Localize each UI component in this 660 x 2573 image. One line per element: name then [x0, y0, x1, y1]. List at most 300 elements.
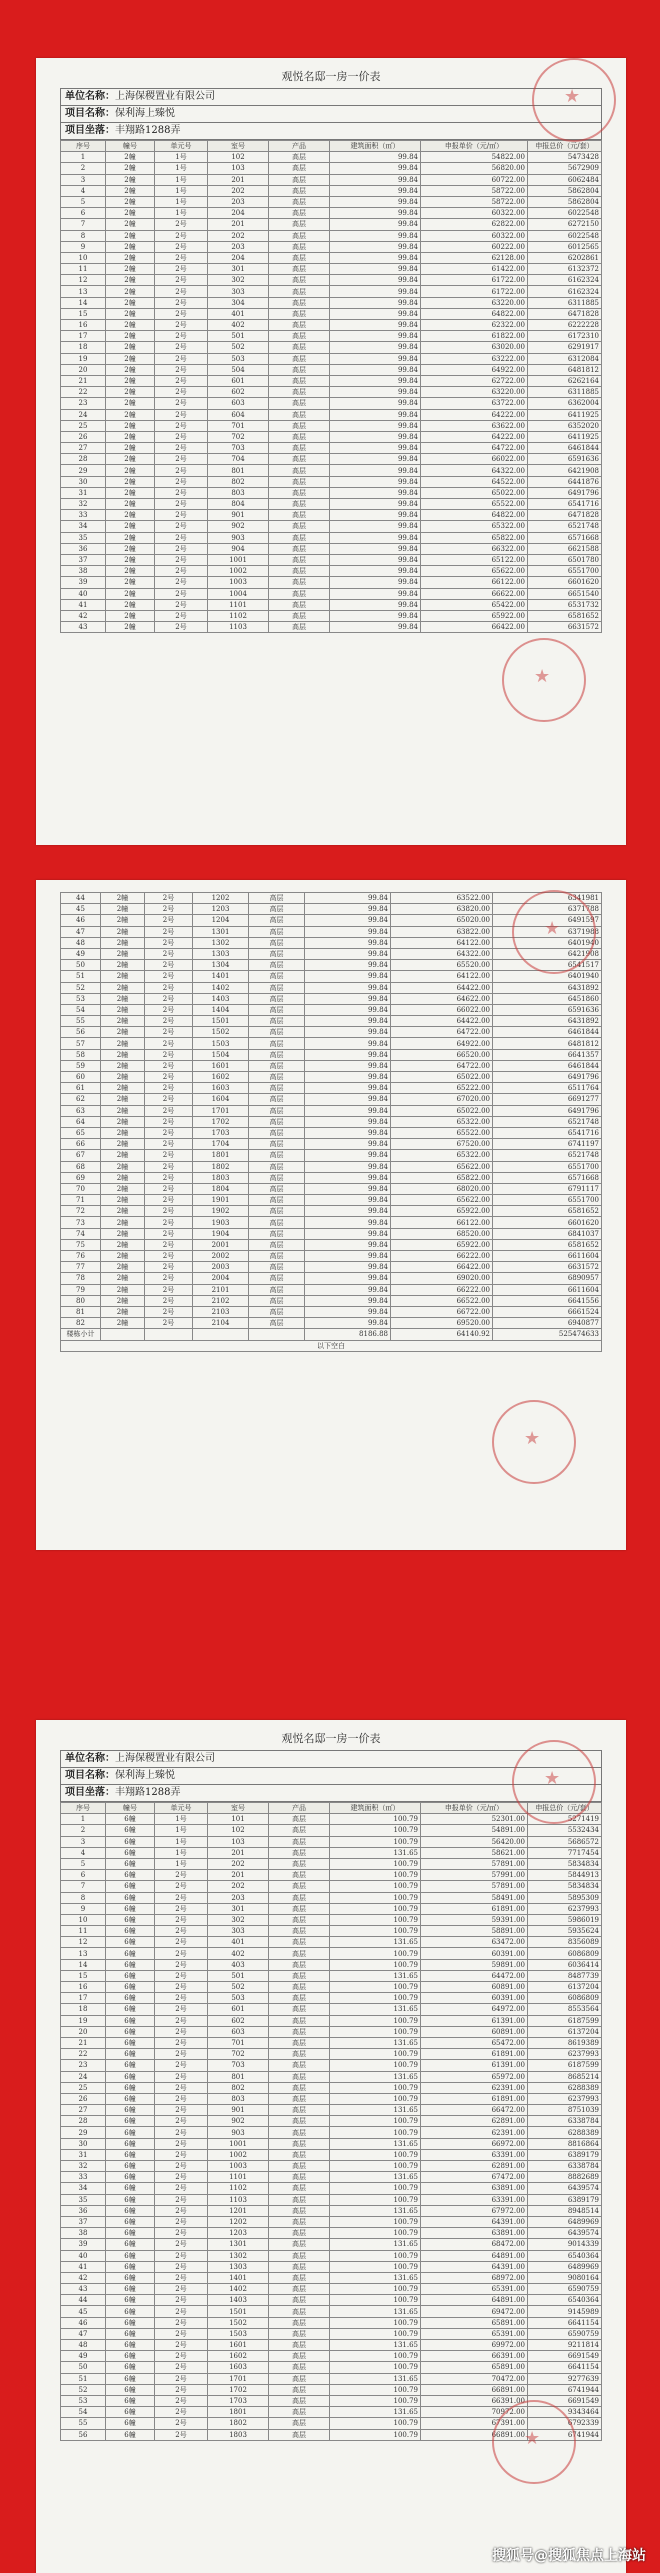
table-cell: 高层: [269, 2049, 330, 2060]
table-cell: 61422.00: [421, 264, 528, 275]
table-cell: 1101: [208, 2172, 269, 2183]
table-cell: 1302: [208, 2250, 269, 2261]
table-cell: 23: [61, 398, 106, 409]
table-cell: 60322.00: [421, 208, 528, 219]
table-cell: 高层: [269, 2384, 330, 2395]
table-cell: 高层: [269, 532, 330, 543]
table-cell: 301: [208, 1903, 269, 1914]
table-cell: 6581652: [528, 610, 602, 621]
table-cell: 高层: [249, 1139, 305, 1150]
table-cell: 高层: [269, 2395, 330, 2406]
table-cell: 6幢: [106, 1959, 155, 1970]
table-cell: 6幢: [106, 1970, 155, 1981]
table-cell: 8882689: [528, 2172, 602, 2183]
table-cell: 高层: [249, 1038, 305, 1049]
table-cell: 2号: [155, 2216, 208, 2227]
table-cell: 2号: [145, 915, 193, 926]
table-cell: 高层: [269, 2418, 330, 2429]
table-row: [61, 2060, 602, 2071]
table-cell: 4: [61, 185, 106, 196]
table-cell: 100.79: [330, 1926, 421, 1937]
table-cell: 60891.00: [421, 1982, 528, 1993]
table-cell: 2号: [155, 1881, 208, 1892]
table-cell: 高层: [269, 2194, 330, 2205]
table-cell: 高层: [269, 185, 330, 196]
table-cell: 32: [61, 499, 106, 510]
table-cell: 高层: [269, 1881, 330, 1892]
table-cell: 65622.00: [421, 566, 528, 577]
table-cell: 30: [61, 2138, 106, 2149]
table-cell: 1001: [208, 2138, 269, 2149]
table-cell: 67020.00: [391, 1094, 493, 1105]
table-cell: 2号: [145, 1116, 193, 1127]
table-cell: 69972.00: [421, 2340, 528, 2351]
table-cell: 2幢: [106, 342, 155, 353]
table-cell: 6540364: [528, 2250, 602, 2261]
table-row: [61, 163, 602, 174]
table-cell: 64122.00: [391, 937, 493, 948]
table-cell: 1702: [208, 2384, 269, 2395]
table-cell: 100.79: [330, 2149, 421, 2160]
table-cell: 6幢: [106, 2395, 155, 2406]
table-cell: 402: [208, 320, 269, 331]
table-cell: 6172310: [528, 331, 602, 342]
table-cell: 131.65: [330, 2272, 421, 2283]
table-cell: 66: [61, 1139, 101, 1150]
table-cell: 2号: [145, 1295, 193, 1306]
table-cell: 6幢: [106, 2004, 155, 2015]
company-value: 上海保稷置业有限公司: [115, 1753, 215, 1764]
table-cell: 99.84: [305, 1094, 391, 1105]
table-cell: 高层: [269, 2306, 330, 2317]
document-title: 观悦名邸一房一价表: [281, 70, 381, 83]
table-cell: 78: [61, 1273, 101, 1284]
table-cell: 高层: [269, 476, 330, 487]
table-cell: 35: [61, 2194, 106, 2205]
table-cell: 6481812: [528, 364, 602, 375]
table-row: [61, 1937, 602, 1948]
table-cell: 6439574: [528, 2228, 602, 2239]
table-cell: 99.84: [330, 208, 421, 219]
table-cell: 高层: [269, 2015, 330, 2026]
table-cell: 801: [208, 465, 269, 476]
table-cell: 2号: [155, 2082, 208, 2093]
table-cell: 67972.00: [421, 2205, 528, 2216]
table-cell: 40: [61, 588, 106, 599]
table-cell: 76: [61, 1251, 101, 1262]
table-cell: 5834834: [528, 1858, 602, 1869]
table-cell: 2号: [145, 1284, 193, 1295]
table-cell: 65922.00: [421, 610, 528, 621]
table-row: [61, 1195, 602, 1206]
table-cell: 2幢: [101, 1195, 145, 1206]
table-cell: 高层: [269, 1959, 330, 1970]
table-cell: 2号: [155, 264, 208, 275]
table-cell: 57991.00: [421, 1870, 528, 1881]
table-cell: 19: [61, 353, 106, 364]
table-cell: 高层: [269, 353, 330, 364]
table-cell: 2号: [155, 1914, 208, 1925]
table-cell: 62891.00: [421, 2116, 528, 2127]
table-cell: 1402: [208, 2284, 269, 2295]
table-row: [61, 1239, 602, 1250]
table-cell: 1803: [208, 2429, 269, 2440]
table-cell: 100.79: [330, 1959, 421, 1970]
table-cell: 99.84: [305, 1016, 391, 1027]
table-cell: 2幢: [101, 1318, 145, 1329]
table-cell: 6幢: [106, 1937, 155, 1948]
table-row: [61, 2284, 602, 2295]
table-cell: 高层: [269, 1870, 330, 1881]
table-cell: 高层: [269, 2239, 330, 2250]
table-cell: 6431892: [493, 1016, 602, 1027]
table-cell: 100.79: [330, 2261, 421, 2272]
table-cell: 2幢: [101, 993, 145, 1004]
table-cell: 303: [208, 1926, 269, 1937]
table-cell: 62391.00: [421, 2127, 528, 2138]
table-cell: 6491796: [493, 1072, 602, 1083]
table-cell: 65122.00: [421, 554, 528, 565]
table-cell: 100.79: [330, 2362, 421, 2373]
table-cell: 99.84: [330, 331, 421, 342]
table-cell: 1号: [155, 185, 208, 196]
table-cell: 2号: [155, 320, 208, 331]
table-cell: 31: [61, 487, 106, 498]
table-cell: 6012565: [528, 241, 602, 252]
table-cell: 2幢: [101, 960, 145, 971]
table-cell: 2号: [155, 2183, 208, 2194]
table-row: [61, 2384, 602, 2395]
table-cell: 2幢: [106, 554, 155, 565]
table-cell: 1号: [155, 1836, 208, 1847]
table-cell: 29: [61, 2127, 106, 2138]
table-cell: 2幢: [106, 230, 155, 241]
table-row: [61, 465, 602, 476]
table-cell: 6022548: [528, 230, 602, 241]
table-cell: 24: [61, 2071, 106, 2082]
table-cell: 6571668: [528, 532, 602, 543]
table-cell: 54: [61, 2407, 106, 2418]
table-cell: 高层: [249, 993, 305, 1004]
table-cell: 2号: [145, 1161, 193, 1172]
table-cell: 802: [208, 476, 269, 487]
table-cell: 2号: [155, 2261, 208, 2272]
table-cell: 高层: [269, 375, 330, 386]
table-cell: 2号: [155, 230, 208, 241]
table-cell: 37: [61, 554, 106, 565]
table-cell: 2号: [155, 2127, 208, 2138]
table-cell: 103: [208, 163, 269, 174]
table-cell: 2号: [155, 1959, 208, 1970]
table-cell: 高层: [249, 1127, 305, 1138]
table-cell: 56: [61, 1027, 101, 1038]
table-cell: 6幢: [106, 1836, 155, 1847]
table-cell: 801: [208, 2071, 269, 2082]
table-cell: 2号: [155, 420, 208, 431]
table-cell: 6631572: [493, 1262, 602, 1273]
table-cell: 5895309: [528, 1892, 602, 1903]
table-row: [61, 1903, 602, 1914]
seal-stamp: [512, 890, 596, 974]
table-cell: 100.79: [330, 2015, 421, 2026]
table-cell: 131.65: [330, 2340, 421, 2351]
table-row: [61, 331, 602, 342]
table-cell: 6890957: [493, 1273, 602, 1284]
table-cell: 74: [61, 1228, 101, 1239]
header-cell: 申报单价（元/㎡）: [421, 141, 528, 152]
table-cell: 64822.00: [421, 308, 528, 319]
table-cell: 高层: [249, 982, 305, 993]
table-cell: 701: [208, 420, 269, 431]
table-cell: 14: [61, 1959, 106, 1970]
table-cell: 8685214: [528, 2071, 602, 2082]
table-cell: 6幢: [106, 2060, 155, 2071]
table-cell: 62891.00: [421, 2161, 528, 2172]
table-cell: 2号: [145, 1318, 193, 1329]
table-cell: 54822.00: [421, 152, 528, 163]
table-cell: 6741197: [493, 1139, 602, 1150]
table-cell: 1002: [208, 2149, 269, 2160]
table-cell: 66222.00: [391, 1284, 493, 1295]
table-row: [61, 1183, 602, 1194]
table-cell: 高层: [269, 2183, 330, 2194]
table-row: [61, 554, 602, 565]
table-cell: 6611604: [493, 1284, 602, 1295]
seal-stamp: [512, 1740, 596, 1824]
table-cell: 高层: [269, 1847, 330, 1858]
table-cell: 62391.00: [421, 2082, 528, 2093]
table-cell: 65622.00: [391, 1195, 493, 1206]
table-cell: 58891.00: [421, 1926, 528, 1937]
table-cell: 100.79: [330, 2351, 421, 2362]
table-cell: 57: [61, 1038, 101, 1049]
header-cell: 幢号: [106, 141, 155, 152]
table-row: [61, 1295, 602, 1306]
table-cell: 49: [61, 2351, 106, 2362]
table-row: [61, 1172, 602, 1183]
table-cell: 6521748: [528, 521, 602, 532]
table-cell: 6541716: [528, 499, 602, 510]
table-cell: 6262164: [528, 375, 602, 386]
table-cell: 2号: [145, 1127, 193, 1138]
table-cell: 61722.00: [421, 286, 528, 297]
table-cell: 99.84: [305, 1072, 391, 1083]
table-cell: 75: [61, 1239, 101, 1250]
table-cell: 8948514: [528, 2205, 602, 2216]
table-cell: 6541716: [493, 1127, 602, 1138]
table-cell: 1801: [208, 2407, 269, 2418]
table-cell: 高层: [269, 2284, 330, 2295]
table-cell: 63222.00: [421, 353, 528, 364]
table-cell: 高层: [269, 152, 330, 163]
table-cell: 高层: [249, 1284, 305, 1295]
header-cell: 申报总价（元/套）: [528, 1803, 602, 1814]
table-cell: 6272150: [528, 219, 602, 230]
header-cell: 产品: [269, 1803, 330, 1814]
table-cell: 8186.88: [305, 1329, 391, 1340]
table-cell: 62722.00: [421, 375, 528, 386]
document-title: 观悦名邸一房一价表: [281, 1732, 381, 1745]
table-cell: 99.84: [330, 454, 421, 465]
table-row: [61, 252, 602, 263]
table-cell: 2号: [155, 2239, 208, 2250]
table-cell: 6幢: [106, 2295, 155, 2306]
table-cell: 2号: [145, 1217, 193, 1228]
table-cell: 34: [61, 2183, 106, 2194]
table-cell: 6362004: [528, 398, 602, 409]
table-cell: 6601620: [493, 1217, 602, 1228]
table-cell: 6431892: [493, 982, 602, 993]
table-cell: 31: [61, 2149, 106, 2160]
table-cell: 2号: [155, 2284, 208, 2295]
table-cell: 高层: [269, 2026, 330, 2037]
table-cell: 601: [208, 2004, 269, 2015]
table-cell: 68972.00: [421, 2272, 528, 2283]
table-cell: 22: [61, 387, 106, 398]
table-cell: 2号: [155, 2105, 208, 2116]
table-cell: 2幢: [106, 252, 155, 263]
table-cell: 26: [61, 431, 106, 442]
table-cell: 6137204: [528, 2026, 602, 2037]
table-cell: 高层: [269, 2373, 330, 2384]
table-cell: 2号: [155, 499, 208, 510]
table-cell: 131.65: [330, 2105, 421, 2116]
table-cell: 301: [208, 264, 269, 275]
table-cell: 8816864: [528, 2138, 602, 2149]
table-cell: 2号: [155, 2306, 208, 2317]
company-label: 单位名称：: [65, 91, 115, 102]
table-cell: 51: [61, 971, 101, 982]
table-cell: 17: [61, 331, 106, 342]
table-cell: 901: [208, 510, 269, 521]
table-cell: 69520.00: [391, 1318, 493, 1329]
table-cell: 66891.00: [421, 2429, 528, 2440]
table-cell: 1号: [155, 196, 208, 207]
table-cell: 72: [61, 1206, 101, 1217]
table-cell: 2号: [145, 1139, 193, 1150]
table-cell: 401: [208, 1937, 269, 1948]
table-cell: 131.65: [330, 2037, 421, 2048]
table-cell: 2幢: [101, 1072, 145, 1083]
table-cell: 6: [61, 1870, 106, 1881]
table-cell: 6幢: [106, 2049, 155, 2060]
table-cell: 525474633: [493, 1329, 602, 1340]
table-cell: 99.84: [305, 1038, 391, 1049]
table-cell: 58722.00: [421, 196, 528, 207]
table-cell: 131.65: [330, 2306, 421, 2317]
table-cell: 99.84: [305, 1027, 391, 1038]
table-cell: 64522.00: [421, 476, 528, 487]
table-cell: 80: [61, 1295, 101, 1306]
table-cell: 1203: [208, 2228, 269, 2239]
table-cell: 6439574: [528, 2183, 602, 2194]
table-cell: 高层: [249, 1195, 305, 1206]
table-cell: 6幢: [106, 1993, 155, 2004]
header-cell: 申报单价（元/㎡）: [421, 1803, 528, 1814]
table-cell: 60391.00: [421, 1993, 528, 2004]
table-cell: 2幢: [106, 152, 155, 163]
table-cell: 403: [208, 1959, 269, 1970]
table-cell: 64722.00: [421, 443, 528, 454]
table-cell: 99.84: [330, 431, 421, 442]
table-cell: 高层: [269, 2071, 330, 2082]
table-cell: 65922.00: [391, 1239, 493, 1250]
table-cell: 6幢: [106, 2340, 155, 2351]
table-cell: 99.84: [305, 1295, 391, 1306]
table-cell: 60222.00: [421, 241, 528, 252]
table-cell: 66322.00: [421, 543, 528, 554]
table-cell: 高层: [269, 230, 330, 241]
table-cell: 3: [61, 1836, 106, 1847]
table-row: [61, 2205, 602, 2216]
table-cell: 6幢: [106, 2071, 155, 2082]
header-cell: 建筑面积（㎡）: [330, 1803, 421, 1814]
table-cell: 8751039: [528, 2105, 602, 2116]
table-cell: 1号: [155, 1858, 208, 1869]
table-cell: 302: [208, 275, 269, 286]
table-cell: 703: [208, 443, 269, 454]
table-cell: 99.84: [305, 1004, 391, 1015]
table-cell: 1202: [208, 2216, 269, 2227]
table-row: [61, 2340, 602, 2351]
table-cell: 503: [208, 353, 269, 364]
table-cell: 2号: [155, 543, 208, 554]
table-cell: 6幢: [106, 1881, 155, 1892]
table-cell: 504: [208, 364, 269, 375]
table-cell: 61822.00: [421, 331, 528, 342]
table-cell: 高层: [269, 1970, 330, 1981]
table-cell: 高层: [249, 1004, 305, 1015]
table-cell: 6591636: [493, 1004, 602, 1015]
table-cell: 6幢: [106, 2284, 155, 2295]
table-cell: 高层: [269, 2060, 330, 2071]
table-cell: 70472.00: [421, 2373, 528, 2384]
table-cell: 2号: [155, 409, 208, 420]
table-cell: 59891.00: [421, 1959, 528, 1970]
table-cell: 6521748: [493, 1116, 602, 1127]
table-cell: 高层: [249, 1060, 305, 1071]
table-row: [61, 1948, 602, 1959]
table-cell: 100.79: [330, 2418, 421, 2429]
table-cell: 2幢: [101, 1004, 145, 1015]
table-cell: 55: [61, 2418, 106, 2429]
table-cell: 2号: [155, 2172, 208, 2183]
table-cell: 99.84: [330, 599, 421, 610]
table-cell: 99.84: [330, 521, 421, 532]
table-cell: 2号: [155, 521, 208, 532]
table-cell: 1704: [193, 1139, 249, 1150]
table-cell: 602: [208, 387, 269, 398]
table-cell: 1703: [193, 1127, 249, 1138]
table-cell: 63522.00: [391, 893, 493, 904]
table-cell: 39: [61, 2239, 106, 2250]
table-cell: 100.79: [330, 2026, 421, 2037]
table-cell: 102: [208, 152, 269, 163]
table-cell: 16: [61, 1982, 106, 1993]
table-cell: 100.79: [330, 2116, 421, 2127]
table-cell: 81: [61, 1306, 101, 1317]
table-cell: 6237993: [528, 2049, 602, 2060]
table-cell: 6237993: [528, 1903, 602, 1914]
table-cell: 高层: [249, 1027, 305, 1038]
table-cell: 2号: [145, 1306, 193, 1317]
table-cell: 2幢: [106, 297, 155, 308]
table-cell: 5532434: [528, 1825, 602, 1836]
table-cell: 2号: [155, 577, 208, 588]
table-cell: 6940877: [493, 1318, 602, 1329]
table-cell: 7: [61, 219, 106, 230]
table-cell: 高层: [249, 1183, 305, 1194]
